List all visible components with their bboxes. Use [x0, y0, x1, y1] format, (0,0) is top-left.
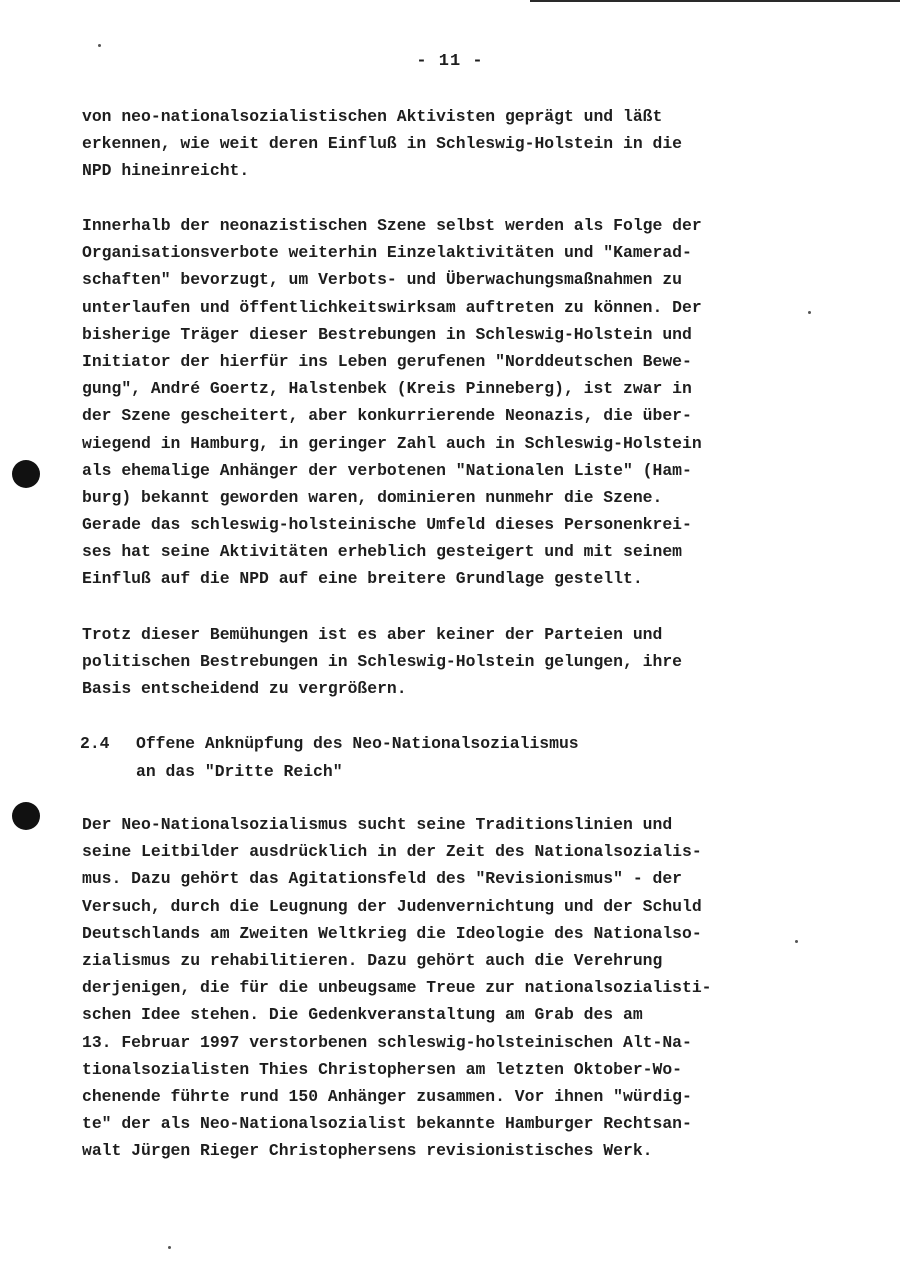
paragraph-4	[82, 811, 822, 1164]
text-line: walt Jürgen Rieger Christophersens revisionistisches Werk.	[82, 1141, 653, 1161]
text-line: Versuch, durch die Leugnung der Judenvernichtung und der Schuld	[82, 896, 702, 916]
punch-hole-upper	[12, 460, 40, 488]
text-line: von neo-nationalsozialistischen Aktivisten geprägt und läßt	[82, 107, 663, 126]
text-line: unterlaufen und öffentlichkeitswirksam auftreten zu können. Der	[82, 297, 702, 317]
text-line: NPD hineinreicht.	[82, 161, 250, 181]
scan-speck	[98, 44, 101, 47]
text-line: te" der als Neo-Nationalsozialist bekannte Hamburger Rechtsan-	[82, 1114, 692, 1134]
paragraph-3	[82, 621, 822, 703]
text-line: Initiator der hierfür ins Leben gerufenen "Norddeutschen Bewe-	[82, 351, 692, 371]
text-line: Gerade das schleswig-holsteinische Umfeld dieses Personenkrei-	[82, 515, 692, 535]
section-heading	[80, 730, 820, 786]
text-line: Trotz dieser Bemühungen ist es aber keiner der Parteien und	[82, 625, 663, 644]
text-line: mus. Dazu gehört das Agitationsfeld des "Revisionismus" - der	[82, 869, 682, 889]
text-line: seine Leitbilder ausdrücklich in der Zeit des Nationalsozialis-	[82, 842, 702, 862]
text-line: 13. Februar 1997 verstorbenen schleswig-holsteinischen Alt-Na-	[82, 1032, 692, 1052]
text-line: zialismus zu rehabilitieren. Dazu gehört auch die Verehrung	[82, 950, 663, 970]
text-line: schen Idee stehen. Die Gedenkveranstaltung am Grab des am	[82, 1005, 643, 1025]
text-line: gung", André Goertz, Halstenbek (Kreis Pinneberg), ist zwar in	[82, 379, 692, 399]
text-line: Organisationsverbote weiterhin Einzelaktivitäten und "Kamerad-	[82, 243, 692, 263]
section-number: 2.4	[80, 734, 110, 753]
text-line: schaften" bevorzugt, um Verbots- und Überwachungsmaßnahmen zu	[82, 270, 682, 290]
text-line: Der Neo-Nationalsozialismus sucht seine Traditionslinien und	[82, 815, 673, 834]
top-edge-rule	[530, 0, 900, 2]
text-line: Deutschlands am Zweiten Weltkrieg die Ideologie des Nationalso-	[82, 923, 702, 943]
text-line: ses hat seine Aktivitäten erheblich gesteigert und mit seinem	[82, 542, 682, 562]
text-line: burg) bekannt geworden waren, dominieren nunmehr die Szene.	[82, 487, 663, 507]
text-line: chenende führte rund 150 Anhänger zusammen. Vor ihnen "würdig-	[82, 1086, 692, 1106]
scan-speck	[795, 940, 798, 943]
text-line: der Szene gescheitert, aber konkurrierende Neonazis, die über-	[82, 406, 692, 426]
section-title-line-2: an das "Dritte Reich"	[136, 762, 343, 781]
text-line: Basis entscheidend zu vergrößern.	[82, 679, 407, 699]
text-line: erkennen, wie weit deren Einfluß in Schleswig-Holstein in die	[82, 134, 682, 154]
punch-hole-lower	[12, 802, 40, 830]
scan-speck	[168, 1246, 171, 1249]
text-line: Innerhalb der neonazistischen Szene selbst werden als Folge der	[82, 216, 702, 235]
text-line: wiegend in Hamburg, in geringer Zahl auch in Schleswig-Holstein	[82, 433, 702, 453]
text-line: bisherige Träger dieser Bestrebungen in Schleswig-Holstein und	[82, 324, 692, 344]
page-number: - 11 -	[416, 52, 484, 71]
text-line: als ehemalige Anhänger der verbotenen "Nationalen Liste" (Ham-	[82, 460, 692, 480]
paragraph-1	[82, 103, 822, 185]
section-title-line-1: Offene Anknüpfung des Neo-Nationalsozialismus	[136, 734, 579, 753]
paragraph-2	[82, 212, 822, 593]
text-line: Einfluß auf die NPD auf eine breitere Grundlage gestellt.	[82, 569, 643, 589]
text-line: derjenigen, die für die unbeugsame Treue zur nationalsozialisti-	[82, 978, 712, 998]
text-line: politischen Bestrebungen in Schleswig-Holstein gelungen, ihre	[82, 652, 682, 672]
scan-speck	[808, 311, 811, 314]
text-line: tionalsozialisten Thies Christophersen am letzten Oktober-Wo-	[82, 1059, 682, 1079]
